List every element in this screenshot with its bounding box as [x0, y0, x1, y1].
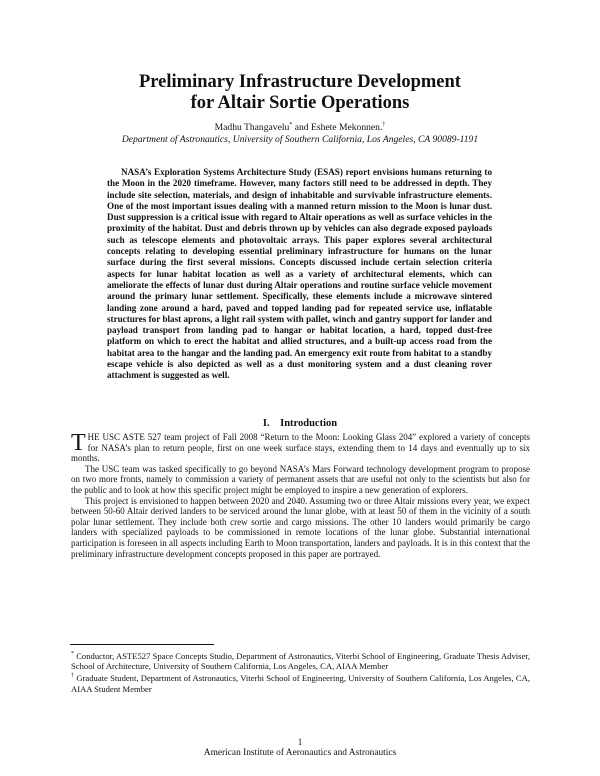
intro-paragraph-3: This project is envisioned to happen between 2020 and 2040. Assuming two or three Altair missions every year, we expect between 50-60 Altair derived landers to be serviced around the lunar globe, with at least 50 of them in the vicinity of a south polar lunar settlement. They include both crew sortie and cargo missions. The other 10 landers would primarily be cargo landers with specialized payloads to be commissioned in remote locations of the lunar globe. Substantial international participation is foreseen in all aspects including Earth to Moon transportation, landers and payloads. It is in this context that the preliminary infrastructure development concepts proposed in this paper are portrayed. — [71, 495, 530, 559]
footnote-2-text: Graduate Student, Department of Astronautics, Viterbi School of Engineering, University of Southern California, Los Angeles, CA, AIAA Student Member — [71, 673, 531, 694]
author-1-mark: * — [289, 121, 293, 128]
footnote-1-mark: * — [71, 651, 74, 658]
author-2: Eshete Mekonnen. — [310, 122, 383, 133]
page-number: 1 — [297, 737, 303, 747]
intro-paragraph-1-text: HE USC ASTE 527 team project of Fall 2008 “Return to the Moon: Looking Glass 204” explored a variety of concepts for NASA’s plan to return people, first on one week surface stays, extending them to 14 days and eventually up to six months. — [71, 432, 530, 464]
section-heading: I. Introduction — [262, 418, 338, 429]
footnote-2 — [71, 673, 530, 693]
authors-line — [0, 122, 600, 134]
introduction-body — [71, 432, 530, 559]
title-line-1: Preliminary Infrastructure Development — [139, 72, 461, 92]
drop-cap: T — [71, 430, 86, 456]
intro-paragraph-1 — [71, 432, 530, 464]
footnote-rule — [70, 644, 214, 645]
author-2-mark: † — [382, 121, 386, 128]
title-line-2: for Altair Sortie Operations — [190, 93, 410, 113]
footnote-1-text: Conductor, ASTE527 Space Concepts Studio, Department of Astronautics, Viterbi School of Engineering, Graduate Thesis Adviser, School of Architecture, University of Southern California, Los Angeles, CA, AIAA Member — [71, 651, 530, 672]
affiliation: Department of Astronautics, University of Southern California, Los Angeles, CA 90089-1191 — [121, 134, 479, 145]
page-footer: American Institute of Aeronautics and Astronautics — [203, 748, 397, 758]
author-1: Madhu Thangavelu — [214, 122, 290, 133]
authors-and: and — [292, 122, 311, 133]
intro-paragraph-2: The USC team was tasked specifically to go beyond NASA’s Mars Forward technology development program to propose on two more fronts, namely to commission a variety of permanent assets that are useful not only to the scientists but also for the public and to look at how this specific project might be employed to inspire a new generation of explorers. — [71, 463, 530, 495]
footnote-1 — [71, 651, 530, 671]
footnotes — [71, 651, 530, 696]
abstract: NASA’s Exploration Systems Architecture Study (ESAS) report envisions humans returning to the Moon in the 2020 timeframe. However, many factors still need to be addressed in depth. They include site selection, materials, and design of inhabitable and survivable infrastructure elements. One of the most important issues dealing with a manned return mission to the Moon is lunar dust. Dust suppression is a critical issue with regard to Altair operations as well as surface vehicles in the proximity of the habitat. Dust and debris thrown up by vehicles can also degrade exposed payloads such as telescope elements and photovoltaic arrays. This paper explores several architectural concepts relating to developing essential preliminary infrastructure for humans on the lunar surface during the first several missions. Concepts discussed include certain selection criteria aspects for lunar habitat location as well as a variety of architectural elements, which can ameliorate the effects of lunar dust during Altair operations and routine surface vehicle movement around the primary lunar settlement. Specifically, these elements include a microwave sintered landing zone around a hard, paved and topped landing pad for repeated service use, inflatable structures for blast aprons, a light rail system with pallet, winch and gantry support for lander and payload transport from landing pad to hangar or habitat location, a hard, topped dust-free platform on which to erect the habitat and allied structures, and a built-up access road from the habitat area to the hangar and the landing pad. An emergency exit route from habitat to a standby escape vehicle is also depicted as well as a dust monitoring system and a dust cleaning rover attachment is suggested as well. — [107, 167, 492, 381]
footnote-2-mark: † — [71, 673, 75, 680]
paper-title — [0, 72, 600, 114]
